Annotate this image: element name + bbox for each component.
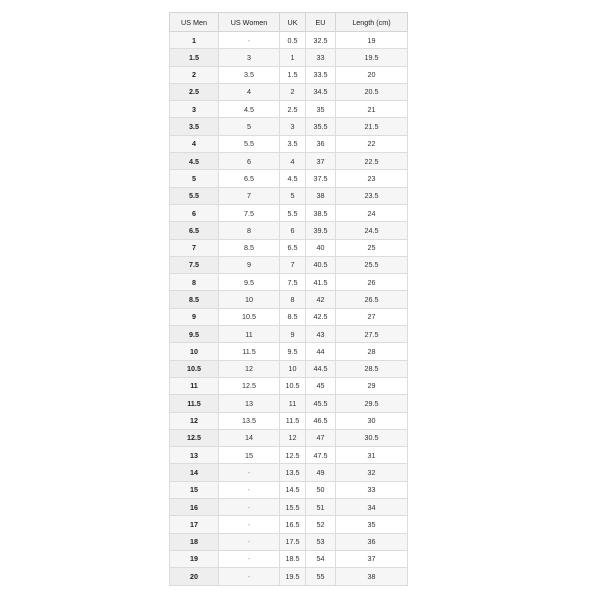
table-row bbox=[170, 447, 408, 464]
table-row bbox=[170, 83, 408, 100]
cell-us-men: 11.5 bbox=[170, 395, 219, 412]
cell-length: 22.5 bbox=[336, 153, 408, 170]
cell-uk: 9 bbox=[280, 326, 306, 343]
cell-us-women: 12.5 bbox=[219, 377, 280, 394]
cell-us-women: 11.5 bbox=[219, 343, 280, 360]
table-row bbox=[170, 412, 408, 429]
cell-us-women: 7 bbox=[219, 187, 280, 204]
cell-eu: 54 bbox=[306, 550, 336, 567]
cell-eu: 50 bbox=[306, 481, 336, 498]
cell-uk: 7 bbox=[280, 256, 306, 273]
header-us-women: US Women bbox=[219, 13, 280, 32]
cell-uk: 17.5 bbox=[280, 533, 306, 550]
cell-us-women: 10 bbox=[219, 291, 280, 308]
cell-us-women: 10.5 bbox=[219, 308, 280, 325]
cell-us-women: 5 bbox=[219, 118, 280, 135]
cell-length: 19.5 bbox=[336, 49, 408, 66]
table-row bbox=[170, 308, 408, 325]
cell-uk: 13.5 bbox=[280, 464, 306, 481]
cell-us-women: 9 bbox=[219, 256, 280, 273]
cell-us-women: - bbox=[219, 533, 280, 550]
cell-eu: 52 bbox=[306, 516, 336, 533]
cell-eu: 37.5 bbox=[306, 170, 336, 187]
table-row bbox=[170, 187, 408, 204]
cell-us-women: - bbox=[219, 481, 280, 498]
cell-length: 24 bbox=[336, 204, 408, 221]
cell-uk: 15.5 bbox=[280, 499, 306, 516]
cell-length: 19 bbox=[336, 32, 408, 49]
cell-us-women: - bbox=[219, 568, 280, 585]
cell-eu: 37 bbox=[306, 153, 336, 170]
cell-length: 36 bbox=[336, 533, 408, 550]
cell-eu: 46.5 bbox=[306, 412, 336, 429]
cell-us-men: 14 bbox=[170, 464, 219, 481]
cell-length: 31 bbox=[336, 447, 408, 464]
cell-us-women: 4 bbox=[219, 83, 280, 100]
cell-us-women: 5.5 bbox=[219, 135, 280, 152]
table-row bbox=[170, 464, 408, 481]
cell-us-women: - bbox=[219, 550, 280, 567]
cell-us-women: 3.5 bbox=[219, 66, 280, 83]
cell-uk: 2 bbox=[280, 83, 306, 100]
cell-length: 27.5 bbox=[336, 326, 408, 343]
cell-uk: 10 bbox=[280, 360, 306, 377]
cell-us-men: 7.5 bbox=[170, 256, 219, 273]
cell-eu: 53 bbox=[306, 533, 336, 550]
cell-length: 20.5 bbox=[336, 83, 408, 100]
cell-eu: 36 bbox=[306, 135, 336, 152]
cell-us-women: - bbox=[219, 516, 280, 533]
cell-us-women: 12 bbox=[219, 360, 280, 377]
table-row bbox=[170, 568, 408, 585]
cell-eu: 35.5 bbox=[306, 118, 336, 135]
cell-length: 34 bbox=[336, 499, 408, 516]
cell-eu: 42.5 bbox=[306, 308, 336, 325]
size-chart-header bbox=[170, 13, 408, 32]
cell-us-women: 7.5 bbox=[219, 204, 280, 221]
table-row bbox=[170, 204, 408, 221]
cell-us-women: 8.5 bbox=[219, 239, 280, 256]
cell-uk: 4 bbox=[280, 153, 306, 170]
table-row bbox=[170, 343, 408, 360]
cell-uk: 6.5 bbox=[280, 239, 306, 256]
cell-eu: 34.5 bbox=[306, 83, 336, 100]
header-row bbox=[170, 13, 408, 32]
cell-uk: 10.5 bbox=[280, 377, 306, 394]
cell-us-women: - bbox=[219, 464, 280, 481]
cell-us-men: 12 bbox=[170, 412, 219, 429]
table-row bbox=[170, 360, 408, 377]
cell-length: 32 bbox=[336, 464, 408, 481]
cell-eu: 40 bbox=[306, 239, 336, 256]
cell-length: 21 bbox=[336, 101, 408, 118]
cell-length: 29.5 bbox=[336, 395, 408, 412]
cell-eu: 45.5 bbox=[306, 395, 336, 412]
cell-eu: 45 bbox=[306, 377, 336, 394]
table-row bbox=[170, 429, 408, 446]
cell-length: 38 bbox=[336, 568, 408, 585]
cell-us-men: 1 bbox=[170, 32, 219, 49]
table-row bbox=[170, 395, 408, 412]
cell-us-women: 8 bbox=[219, 222, 280, 239]
cell-uk: 12.5 bbox=[280, 447, 306, 464]
cell-uk: 2.5 bbox=[280, 101, 306, 118]
cell-us-men: 15 bbox=[170, 481, 219, 498]
cell-length: 27 bbox=[336, 308, 408, 325]
cell-eu: 42 bbox=[306, 291, 336, 308]
table-row bbox=[170, 481, 408, 498]
cell-us-men: 3.5 bbox=[170, 118, 219, 135]
cell-length: 28.5 bbox=[336, 360, 408, 377]
cell-us-women: 15 bbox=[219, 447, 280, 464]
cell-length: 28 bbox=[336, 343, 408, 360]
cell-us-women: 3 bbox=[219, 49, 280, 66]
cell-uk: 12 bbox=[280, 429, 306, 446]
cell-eu: 39.5 bbox=[306, 222, 336, 239]
cell-us-men: 7 bbox=[170, 239, 219, 256]
cell-length: 21.5 bbox=[336, 118, 408, 135]
cell-eu: 43 bbox=[306, 326, 336, 343]
cell-us-men: 2 bbox=[170, 66, 219, 83]
header-eu: EU bbox=[306, 13, 336, 32]
cell-uk: 8.5 bbox=[280, 308, 306, 325]
cell-uk: 16.5 bbox=[280, 516, 306, 533]
cell-eu: 40.5 bbox=[306, 256, 336, 273]
table-row bbox=[170, 66, 408, 83]
table-row bbox=[170, 326, 408, 343]
cell-eu: 33.5 bbox=[306, 66, 336, 83]
cell-eu: 44 bbox=[306, 343, 336, 360]
cell-eu: 33 bbox=[306, 49, 336, 66]
cell-eu: 55 bbox=[306, 568, 336, 585]
cell-us-men: 4.5 bbox=[170, 153, 219, 170]
cell-length: 37 bbox=[336, 550, 408, 567]
cell-us-men: 2.5 bbox=[170, 83, 219, 100]
cell-us-men: 16 bbox=[170, 499, 219, 516]
cell-length: 35 bbox=[336, 516, 408, 533]
table-row bbox=[170, 153, 408, 170]
cell-uk: 6 bbox=[280, 222, 306, 239]
cell-us-men: 19 bbox=[170, 550, 219, 567]
table-row bbox=[170, 49, 408, 66]
cell-length: 25 bbox=[336, 239, 408, 256]
cell-eu: 41.5 bbox=[306, 274, 336, 291]
table-row bbox=[170, 499, 408, 516]
cell-us-men: 4 bbox=[170, 135, 219, 152]
cell-uk: 18.5 bbox=[280, 550, 306, 567]
table-row bbox=[170, 222, 408, 239]
header-length: Length (cm) bbox=[336, 13, 408, 32]
cell-uk: 11 bbox=[280, 395, 306, 412]
cell-us-men: 11 bbox=[170, 377, 219, 394]
cell-uk: 4.5 bbox=[280, 170, 306, 187]
cell-length: 24.5 bbox=[336, 222, 408, 239]
cell-eu: 38 bbox=[306, 187, 336, 204]
cell-us-men: 6 bbox=[170, 204, 219, 221]
cell-uk: 14.5 bbox=[280, 481, 306, 498]
cell-us-men: 5 bbox=[170, 170, 219, 187]
cell-uk: 9.5 bbox=[280, 343, 306, 360]
cell-eu: 47.5 bbox=[306, 447, 336, 464]
header-uk: UK bbox=[280, 13, 306, 32]
cell-us-men: 20 bbox=[170, 568, 219, 585]
table-row bbox=[170, 377, 408, 394]
cell-uk: 8 bbox=[280, 291, 306, 308]
cell-us-men: 9 bbox=[170, 308, 219, 325]
cell-uk: 3.5 bbox=[280, 135, 306, 152]
cell-us-women: - bbox=[219, 499, 280, 516]
cell-us-men: 8.5 bbox=[170, 291, 219, 308]
table-row bbox=[170, 291, 408, 308]
cell-eu: 38.5 bbox=[306, 204, 336, 221]
cell-length: 26.5 bbox=[336, 291, 408, 308]
cell-uk: 0.5 bbox=[280, 32, 306, 49]
cell-us-women: 4.5 bbox=[219, 101, 280, 118]
cell-us-men: 18 bbox=[170, 533, 219, 550]
cell-eu: 51 bbox=[306, 499, 336, 516]
cell-eu: 47 bbox=[306, 429, 336, 446]
cell-us-women: 13.5 bbox=[219, 412, 280, 429]
cell-uk: 1.5 bbox=[280, 66, 306, 83]
table-row bbox=[170, 516, 408, 533]
cell-length: 33 bbox=[336, 481, 408, 498]
cell-us-men: 1.5 bbox=[170, 49, 219, 66]
cell-us-men: 12.5 bbox=[170, 429, 219, 446]
cell-us-men: 8 bbox=[170, 274, 219, 291]
cell-us-women: 14 bbox=[219, 429, 280, 446]
cell-length: 29 bbox=[336, 377, 408, 394]
table-row bbox=[170, 135, 408, 152]
cell-us-men: 13 bbox=[170, 447, 219, 464]
cell-uk: 7.5 bbox=[280, 274, 306, 291]
cell-length: 20 bbox=[336, 66, 408, 83]
cell-length: 25.5 bbox=[336, 256, 408, 273]
cell-us-men: 10 bbox=[170, 343, 219, 360]
cell-eu: 49 bbox=[306, 464, 336, 481]
cell-uk: 5.5 bbox=[280, 204, 306, 221]
table-row bbox=[170, 274, 408, 291]
table-row bbox=[170, 550, 408, 567]
cell-us-women: 11 bbox=[219, 326, 280, 343]
cell-eu: 32.5 bbox=[306, 32, 336, 49]
cell-length: 26 bbox=[336, 274, 408, 291]
table-row bbox=[170, 118, 408, 135]
cell-uk: 3 bbox=[280, 118, 306, 135]
cell-uk: 19.5 bbox=[280, 568, 306, 585]
cell-us-women: 9.5 bbox=[219, 274, 280, 291]
table-row bbox=[170, 32, 408, 49]
cell-us-men: 9.5 bbox=[170, 326, 219, 343]
table-row bbox=[170, 256, 408, 273]
cell-length: 23 bbox=[336, 170, 408, 187]
cell-uk: 5 bbox=[280, 187, 306, 204]
cell-length: 30.5 bbox=[336, 429, 408, 446]
cell-us-women: - bbox=[219, 32, 280, 49]
cell-length: 23.5 bbox=[336, 187, 408, 204]
cell-uk: 1 bbox=[280, 49, 306, 66]
cell-us-men: 17 bbox=[170, 516, 219, 533]
cell-uk: 11.5 bbox=[280, 412, 306, 429]
cell-us-women: 6 bbox=[219, 153, 280, 170]
table-row bbox=[170, 239, 408, 256]
size-chart-table bbox=[169, 12, 408, 586]
cell-us-men: 6.5 bbox=[170, 222, 219, 239]
cell-us-men: 5.5 bbox=[170, 187, 219, 204]
cell-eu: 35 bbox=[306, 101, 336, 118]
cell-us-women: 6.5 bbox=[219, 170, 280, 187]
cell-us-women: 13 bbox=[219, 395, 280, 412]
table-row bbox=[170, 533, 408, 550]
cell-us-men: 10.5 bbox=[170, 360, 219, 377]
size-chart-body bbox=[170, 32, 408, 586]
cell-length: 22 bbox=[336, 135, 408, 152]
table-row bbox=[170, 170, 408, 187]
cell-us-men: 3 bbox=[170, 101, 219, 118]
cell-length: 30 bbox=[336, 412, 408, 429]
cell-eu: 44.5 bbox=[306, 360, 336, 377]
header-us-men: US Men bbox=[170, 13, 219, 32]
table-row bbox=[170, 101, 408, 118]
